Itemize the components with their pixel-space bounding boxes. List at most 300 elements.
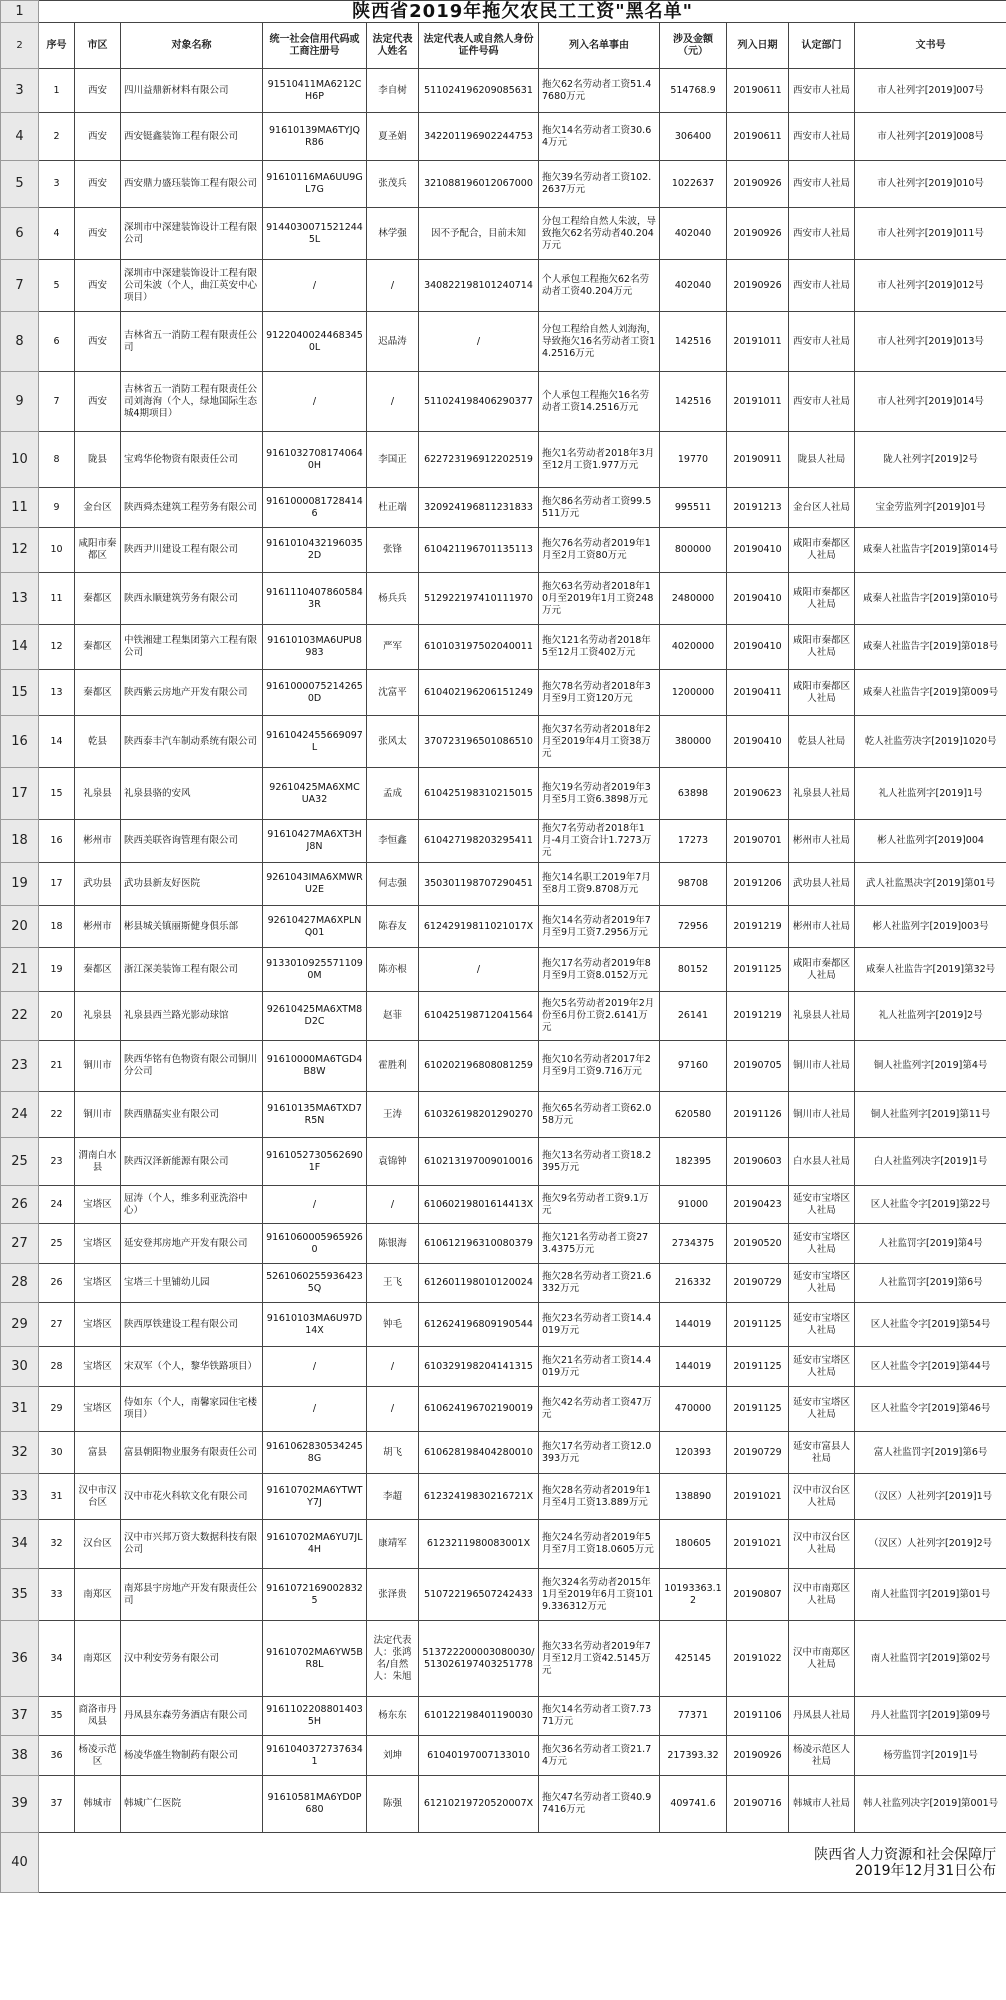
table-cell: 19770 <box>660 432 727 488</box>
table-cell: 20191126 <box>727 1092 789 1138</box>
table-cell: 20191206 <box>727 863 789 906</box>
table-cell: 144019 <box>660 1303 727 1347</box>
table-cell: 礼泉县 <box>75 992 121 1041</box>
table-cell: 铜川市 <box>75 1041 121 1092</box>
table-cell: 汉中利安劳务有限公司 <box>121 1621 263 1697</box>
table-cell: / <box>263 1186 367 1224</box>
table-cell: 306400 <box>660 113 727 161</box>
table-cell: 20190520 <box>727 1224 789 1264</box>
table-cell: 20190603 <box>727 1138 789 1186</box>
table-cell: 彬州市人社局 <box>789 820 855 863</box>
table-cell: 西安市人社局 <box>789 260 855 312</box>
table-row <box>1 432 1006 488</box>
table-cell: 20190623 <box>727 768 789 820</box>
table-row <box>1 948 1006 992</box>
table-cell: 拖欠28名劳动者工资21.6332万元 <box>539 1264 660 1303</box>
table-cell: 礼人社监列字[2019]1号 <box>855 768 1006 820</box>
table-cell: 610103197502040011 <box>419 625 539 670</box>
table-cell: 510722196507242433 <box>419 1569 539 1621</box>
table-cell: 杨凌示范区 <box>75 1736 121 1776</box>
table-cell: 宝塔区 <box>75 1387 121 1432</box>
table-cell: 20190926 <box>727 260 789 312</box>
table-cell: 622723196912202519 <box>419 432 539 488</box>
table-cell: 610421196701135113 <box>419 528 539 573</box>
table-cell: 91610721690028325 <box>263 1569 367 1621</box>
table-cell: 91610403727376341 <box>263 1736 367 1776</box>
table-cell: 西安市人社局 <box>789 372 855 432</box>
table-cell: 拖欠23名劳动者工资14.4019万元 <box>539 1303 660 1347</box>
table-cell: 李超 <box>367 1474 419 1520</box>
table-cell: 拖欠14名职工2019年7月至8月工资9.8708万元 <box>539 863 660 906</box>
table-cell: 32 <box>39 1520 75 1569</box>
table-cell: 拖欠33名劳动者2019年7月至12月工资42.5145万元 <box>539 1621 660 1697</box>
table-cell: 20190926 <box>727 161 789 208</box>
row-number: 30 <box>1 1347 39 1387</box>
table-row <box>1 260 1006 312</box>
table-cell: 91440300715212445L <box>263 208 367 260</box>
table-cell: 区人社监令字[2019]第44号 <box>855 1347 1006 1387</box>
table-cell: 市人社列字[2019]011号 <box>855 208 1006 260</box>
table-cell: 南郑区 <box>75 1621 121 1697</box>
table-cell: 13 <box>39 670 75 716</box>
table-cell: 61242919811021017X <box>419 906 539 948</box>
table-cell: 拖欠63名劳动者2018年10月至2019年1月工资248万元 <box>539 573 660 625</box>
table-cell: 拖欠42名劳动者工资47万元 <box>539 1387 660 1432</box>
table-cell: 610624196702190019 <box>419 1387 539 1432</box>
table-cell: 李国正 <box>367 432 419 488</box>
table-cell: 拖欠78名劳动者2018年3月至9月工资120万元 <box>539 670 660 716</box>
row-number: 13 <box>1 573 39 625</box>
table-cell: 浙江深美装饰工程有限公司 <box>121 948 263 992</box>
table-row <box>1 1264 1006 1303</box>
table-cell: 6 <box>39 312 75 372</box>
table-cell: 西安鼎力盛珏装饰工程有限公司 <box>121 161 263 208</box>
table-cell: 吉林省五一消防工程有限责任公司刘海洵（个人，绿地国际生态城4期项目） <box>121 372 263 432</box>
table-cell: 20190611 <box>727 69 789 113</box>
table-cell: 礼泉县 <box>75 768 121 820</box>
table-cell: 16 <box>39 820 75 863</box>
table-cell: 西安市人社局 <box>789 113 855 161</box>
table-cell: 144019 <box>660 1347 727 1387</box>
table-cell: 4 <box>39 208 75 260</box>
row-number: 5 <box>1 161 39 208</box>
table-cell: 武功县新友好医院 <box>121 863 263 906</box>
table-cell: 20190411 <box>727 670 789 716</box>
table-cell: 20190423 <box>727 1186 789 1224</box>
table-cell: 拖欠37名劳动者2018年2月至2019年4月工资38万元 <box>539 716 660 768</box>
table-cell: 汉台区 <box>75 1520 121 1569</box>
table-cell: 120393 <box>660 1432 727 1474</box>
row-number: 31 <box>1 1387 39 1432</box>
table-cell: 市人社列字[2019]010号 <box>855 161 1006 208</box>
table-row <box>1 670 1006 716</box>
table-cell: 霍胜利 <box>367 1041 419 1092</box>
table-cell: 铜人社监列字[2019]第11号 <box>855 1092 1006 1138</box>
table-cell: 20 <box>39 992 75 1041</box>
table-cell: 乾县 <box>75 716 121 768</box>
table-cell: 610326198201290270 <box>419 1092 539 1138</box>
table-cell: 人社监罚字[2019]第4号 <box>855 1224 1006 1264</box>
header-cell: 列入日期 <box>727 23 789 69</box>
table-cell: 陕西泰丰汽车制动系统有限公司 <box>121 716 263 768</box>
table-cell: 拖欠10名劳动者2017年2月至9月工资9.716万元 <box>539 1041 660 1092</box>
table-cell: 严军 <box>367 625 419 670</box>
table-cell: 宋双军（个人，黎华铁路项目） <box>121 1347 263 1387</box>
row-number: 14 <box>1 625 39 670</box>
table-cell: 陈强 <box>367 1776 419 1833</box>
table-cell: 17 <box>39 863 75 906</box>
table-cell: 宝金劳监列字[2019]01号 <box>855 488 1006 528</box>
issuer-name: 陕西省人力资源和社会保障厅 <box>814 1846 997 1863</box>
table-cell: 宝塔三十里铺幼儿园 <box>121 1264 263 1303</box>
row-number: 8 <box>1 312 39 372</box>
table-cell: 1200000 <box>660 670 727 716</box>
table-cell: 91610000817284146 <box>263 488 367 528</box>
table-row <box>1 208 1006 260</box>
table-cell: 延安市宝塔区人社局 <box>789 1303 855 1347</box>
table-cell: 咸秦人社监告字[2019]第010号 <box>855 573 1006 625</box>
table-cell: 19 <box>39 948 75 992</box>
table-row <box>1 1138 1006 1186</box>
table-cell: 142516 <box>660 312 727 372</box>
table-cell: 513722200003080030/513026197403251778 <box>419 1621 539 1697</box>
table-cell: 陕西紫云房地产开发有限公司 <box>121 670 263 716</box>
table-cell: 20190410 <box>727 716 789 768</box>
table-cell: 92610425MA6XTM8D2C <box>263 992 367 1041</box>
table-cell: 汉中市南郑区人社局 <box>789 1621 855 1697</box>
table-cell: 因不予配合，目前未知 <box>419 208 539 260</box>
table-cell: 礼人社监列字[2019]2号 <box>855 992 1006 1041</box>
table-cell: 金台区 <box>75 488 121 528</box>
row-number: 15 <box>1 670 39 716</box>
table-cell: 91610427MA6XT3HJ8N <box>263 820 367 863</box>
table-cell: 2480000 <box>660 573 727 625</box>
table-cell: 10 <box>39 528 75 573</box>
table-cell: 乾县人社局 <box>789 716 855 768</box>
table-cell: 18 <box>39 906 75 948</box>
table-cell: 97160 <box>660 1041 727 1092</box>
row-number: 17 <box>1 768 39 820</box>
table-cell: 拖欠65名劳动者工资62.058万元 <box>539 1092 660 1138</box>
row-number: 7 <box>1 260 39 312</box>
table-cell: 61232419830216721X <box>419 1474 539 1520</box>
table-cell: 380000 <box>660 716 727 768</box>
table-cell: 礼泉县西兰路光影动球馆 <box>121 992 263 1041</box>
table-cell: 15 <box>39 768 75 820</box>
table-cell: 韩人社监列决字[2019]第001号 <box>855 1776 1006 1833</box>
table-cell: 汉中市汉台区人社局 <box>789 1474 855 1520</box>
table-cell: 29 <box>39 1387 75 1432</box>
table-cell: 林学强 <box>367 208 419 260</box>
table-cell: 张风太 <box>367 716 419 768</box>
table-row <box>1 716 1006 768</box>
table-cell: 61232119​8008​3001X <box>419 1520 539 1569</box>
table-row <box>1 1186 1006 1224</box>
table-cell: 拖欠24名劳动者2019年5月至7月工资18.0605万元 <box>539 1520 660 1569</box>
table-cell: 20190410 <box>727 528 789 573</box>
table-cell: 人社监罚字[2019]第6号 <box>855 1264 1006 1303</box>
table-cell: 28 <box>39 1347 75 1387</box>
table-cell: 铜川市人社局 <box>789 1041 855 1092</box>
row-number: 12 <box>1 528 39 573</box>
table-cell: 142516 <box>660 372 727 432</box>
table-cell: 52610602559364235Q <box>263 1264 367 1303</box>
table-cell: / <box>367 260 419 312</box>
table-row <box>1 1776 1006 1833</box>
table-cell: 17273 <box>660 820 727 863</box>
table-row <box>1 161 1006 208</box>
table-cell: 陇县 <box>75 432 121 488</box>
table-cell: 咸秦人社监告字[2019]第32号 <box>855 948 1006 992</box>
table-cell: 20191021 <box>727 1520 789 1569</box>
table-cell: 陈春友 <box>367 906 419 948</box>
table-cell: 512922197410111970 <box>419 573 539 625</box>
table-cell: 武功县人社局 <box>789 863 855 906</box>
table-cell: 91000 <box>660 1186 727 1224</box>
table-cell: 西安 <box>75 372 121 432</box>
row-number: 3 <box>1 69 39 113</box>
table-cell: 拖欠86名劳动者工资99.5511万元 <box>539 488 660 528</box>
table-cell: 宝鸡华伦物资有限责任公司 <box>121 432 263 488</box>
table-cell: 91610116MA6UU9GL7G <box>263 161 367 208</box>
table-cell: 610122198401190030 <box>419 1697 539 1736</box>
row-number: 6 <box>1 208 39 260</box>
row-number: 11 <box>1 488 39 528</box>
row-number: 26 <box>1 1186 39 1224</box>
table-row <box>1 992 1006 1041</box>
table-cell: 分包工程给自然人刘海洵，导致拖欠16名劳动者工资14.2516万元 <box>539 312 660 372</box>
row-number: 25 <box>1 1138 39 1186</box>
table-cell: 91610600059659260 <box>263 1224 367 1264</box>
table-cell: 2 <box>39 113 75 161</box>
table-cell: 620580 <box>660 1092 727 1138</box>
table-cell: 汉中市兴邦万资大数据科技有限公司 <box>121 1520 263 1569</box>
table-cell: 张茂兵 <box>367 161 419 208</box>
table-cell: 彬州市人社局 <box>789 906 855 948</box>
table-cell: 礼泉县人社局 <box>789 768 855 820</box>
table-cell: 20191021 <box>727 1474 789 1520</box>
table-cell: 20191125 <box>727 1387 789 1432</box>
table-cell: 20191011 <box>727 312 789 372</box>
table-cell: 钟毛 <box>367 1303 419 1347</box>
table-cell: / <box>263 260 367 312</box>
table-cell: 彬人社监列字[2019]004 <box>855 820 1006 863</box>
table-cell: 14 <box>39 716 75 768</box>
table-cell: 韩城市人社局 <box>789 1776 855 1833</box>
table-cell: / <box>263 1347 367 1387</box>
table-cell: 24 <box>39 1186 75 1224</box>
table-cell: 182395 <box>660 1138 727 1186</box>
row-number: 37 <box>1 1697 39 1736</box>
table-cell: 陈亦根 <box>367 948 419 992</box>
table-cell: 刘坤 <box>367 1736 419 1776</box>
table-cell: 秦都区 <box>75 948 121 992</box>
table-cell: 丹人社监罚字[2019]第09号 <box>855 1697 1006 1736</box>
table-cell: 92610427MA6XPLNQ01 <box>263 906 367 948</box>
table-row <box>1 113 1006 161</box>
table-cell: 180605 <box>660 1520 727 1569</box>
table-cell: 7 <box>39 372 75 432</box>
table-cell: 个人承包工程拖欠16名劳动者工资14.2516万元 <box>539 372 660 432</box>
table-cell: 20191219 <box>727 992 789 1041</box>
table-cell: 91510411MA6212CH6P <box>263 69 367 113</box>
table-cell: 陕西鼎磊实业有限公司 <box>121 1092 263 1138</box>
table-cell: 西安市人社局 <box>789 208 855 260</box>
table-cell: 白水县人社局 <box>789 1138 855 1186</box>
table-row <box>1 1697 1006 1736</box>
table-cell: 富县朝阳物业服务有限责任公司 <box>121 1432 263 1474</box>
table-cell: 杨凌华盛生物制药有限公司 <box>121 1736 263 1776</box>
table-cell: 409741.6 <box>660 1776 727 1833</box>
table-cell: 市人社列字[2019]008号 <box>855 113 1006 161</box>
table-cell: 丹凤县人社局 <box>789 1697 855 1736</box>
table-cell: 25 <box>39 1224 75 1264</box>
table-cell: 20191125 <box>727 1347 789 1387</box>
row-number: 20 <box>1 906 39 948</box>
table-cell: 拖欠21名劳动者工资14.4019万元 <box>539 1347 660 1387</box>
table-cell: 陕西舜杰建筑工程劳务有限公司 <box>121 488 263 528</box>
table-row <box>1 528 1006 573</box>
table-cell: 延安市宝塔区人社局 <box>789 1387 855 1432</box>
row-number: 23 <box>1 1041 39 1092</box>
table-cell: 20190807 <box>727 1569 789 1621</box>
table-cell: 杨劳监罚字[2019]1号 <box>855 1736 1006 1776</box>
table-cell: 91220400244683450L <box>263 312 367 372</box>
row-number: 4 <box>1 113 39 161</box>
table-cell: 91611022088014035H <box>263 1697 367 1736</box>
title-row <box>1 1 1006 23</box>
table-cell: 425145 <box>660 1621 727 1697</box>
table-cell: 91610702MA6YTWTY7J <box>263 1474 367 1520</box>
table-cell: 91610000MA6TGD4B8W <box>263 1041 367 1092</box>
table-cell: 612624196809190544 <box>419 1303 539 1347</box>
table-cell: 王涛 <box>367 1092 419 1138</box>
table-cell: 王飞 <box>367 1264 419 1303</box>
table-cell: 四川益鼎新材料有限公司 <box>121 69 263 113</box>
table-cell: 宝塔区 <box>75 1347 121 1387</box>
table-cell: 20191022 <box>727 1621 789 1697</box>
row-number: 29 <box>1 1303 39 1347</box>
table-cell: 20190611 <box>727 113 789 161</box>
table-cell: 富县 <box>75 1432 121 1474</box>
table-cell: 何志强 <box>367 863 419 906</box>
table-cell: 3 <box>39 161 75 208</box>
table-cell: 杨凌示范区人社局 <box>789 1736 855 1776</box>
table-cell: 27 <box>39 1303 75 1347</box>
table-cell: 韩城市 <box>75 1776 121 1833</box>
table-cell: 9261043IMA6XMWRU2E <box>263 863 367 906</box>
table-row <box>1 1621 1006 1697</box>
header-cell: 序号 <box>39 23 75 69</box>
table-cell: 咸阳市秦都区人社局 <box>789 625 855 670</box>
table-cell: 91610628305342458G <box>263 1432 367 1474</box>
table-row <box>1 1474 1006 1520</box>
table-cell: 91610135MA6TXD7R5N <box>263 1092 367 1138</box>
table-cell: 61060219801614413X <box>419 1186 539 1224</box>
table-cell: 20190729 <box>727 1264 789 1303</box>
table-cell: （汉区）人社列字[2019]1号 <box>855 1474 1006 1520</box>
publish-date: 2019年12月31日公布 <box>854 1862 997 1879</box>
table-cell: 20191219 <box>727 906 789 948</box>
table-cell: 陕西汉泽新能源有限公司 <box>121 1138 263 1186</box>
table-cell: 拖欠17名劳动者2019年8月至9月工资8.0152万元 <box>539 948 660 992</box>
table-cell: 韩城广仁医院 <box>121 1776 263 1833</box>
table-cell: 402040 <box>660 260 727 312</box>
table-row <box>1 1520 1006 1569</box>
table-cell: 350301198707290451 <box>419 863 539 906</box>
table-cell: 20190716 <box>727 1776 789 1833</box>
table-cell: 92610425MA6XMCUA32 <box>263 768 367 820</box>
row-number: 9 <box>1 372 39 432</box>
table-row <box>1 1224 1006 1264</box>
table-cell: 20190729 <box>727 1432 789 1474</box>
table-cell: 拖欠39名劳动者工资102.2637万元 <box>539 161 660 208</box>
table-cell: 610425198712041564 <box>419 992 539 1041</box>
table-cell: 延安登邦房地产开发有限公司 <box>121 1224 263 1264</box>
table-cell: 陕西尹川建设工程有限公司 <box>121 528 263 573</box>
table-cell: 拖欠28名劳动者2019年1月至4月工资13.889万元 <box>539 1474 660 1520</box>
table-cell: / <box>367 1347 419 1387</box>
table-cell: 995511 <box>660 488 727 528</box>
table-cell: 区人社监令字[2019]第54号 <box>855 1303 1006 1347</box>
table-cell: 511024198406290377 <box>419 372 539 432</box>
table-cell: 杨东东 <box>367 1697 419 1736</box>
table-cell: 77371 <box>660 1697 727 1736</box>
table-cell: 拖欠47名劳动者工资40.97416万元 <box>539 1776 660 1833</box>
row-number: 35 <box>1 1569 39 1621</box>
table-cell: 胡飞 <box>367 1432 419 1474</box>
table-cell: 延安市宝塔区人社局 <box>789 1224 855 1264</box>
table-cell: 铜川市人社局 <box>789 1092 855 1138</box>
table-cell: 31 <box>39 1474 75 1520</box>
table-cell: 370723196501086510 <box>419 716 539 768</box>
table-cell: 91610103MA6UPU8983 <box>263 625 367 670</box>
table-cell: 20191213 <box>727 488 789 528</box>
table-cell: 法定代表人：张鸿名/自然人：朱旭 <box>367 1621 419 1697</box>
table-cell: 拖欠14名劳动者2019年7月至9月工资7.2956万元 <box>539 906 660 948</box>
table-row <box>1 488 1006 528</box>
table-cell: 陕西华铭有色物资有限公司铜川分公司 <box>121 1041 263 1092</box>
table-cell: 李恒鑫 <box>367 820 419 863</box>
table-cell: 深圳市中深建装饰设计工程有限公司朱波（个人，曲江英安中心项目） <box>121 260 263 312</box>
table-row <box>1 1569 1006 1621</box>
row-number: 36 <box>1 1621 39 1697</box>
table-row <box>1 1041 1006 1092</box>
table-cell: 屈涛（个人，维多利亚洗浴中心） <box>121 1186 263 1224</box>
table-cell: 22 <box>39 1092 75 1138</box>
table-cell: 34 <box>39 1621 75 1697</box>
table-cell: 陇县人社局 <box>789 432 855 488</box>
table-cell: 康靖军 <box>367 1520 419 1569</box>
table-cell: 中铁湘建工程集团第六工程有限公司 <box>121 625 263 670</box>
table-cell: 西安 <box>75 208 121 260</box>
table-cell: 西安市人社局 <box>789 69 855 113</box>
table-cell: 白人社监列决字[2019]1号 <box>855 1138 1006 1186</box>
table-cell: 138890 <box>660 1474 727 1520</box>
table-cell: 610427198203295411 <box>419 820 539 863</box>
table-cell: 市人社列字[2019]014号 <box>855 372 1006 432</box>
row-number: 34 <box>1 1520 39 1569</box>
row-number: 33 <box>1 1474 39 1520</box>
header-cell: 统一社会信用代码或工商注册号 <box>263 23 367 69</box>
table-row <box>1 1432 1006 1474</box>
table-cell: 汉中市南郑区人社局 <box>789 1569 855 1621</box>
table-cell: 张泽贵 <box>367 1569 419 1621</box>
table-cell: 西安市人社局 <box>789 312 855 372</box>
row-number: 38 <box>1 1736 39 1776</box>
table-row <box>1 1092 1006 1138</box>
row-number: 16 <box>1 716 39 768</box>
